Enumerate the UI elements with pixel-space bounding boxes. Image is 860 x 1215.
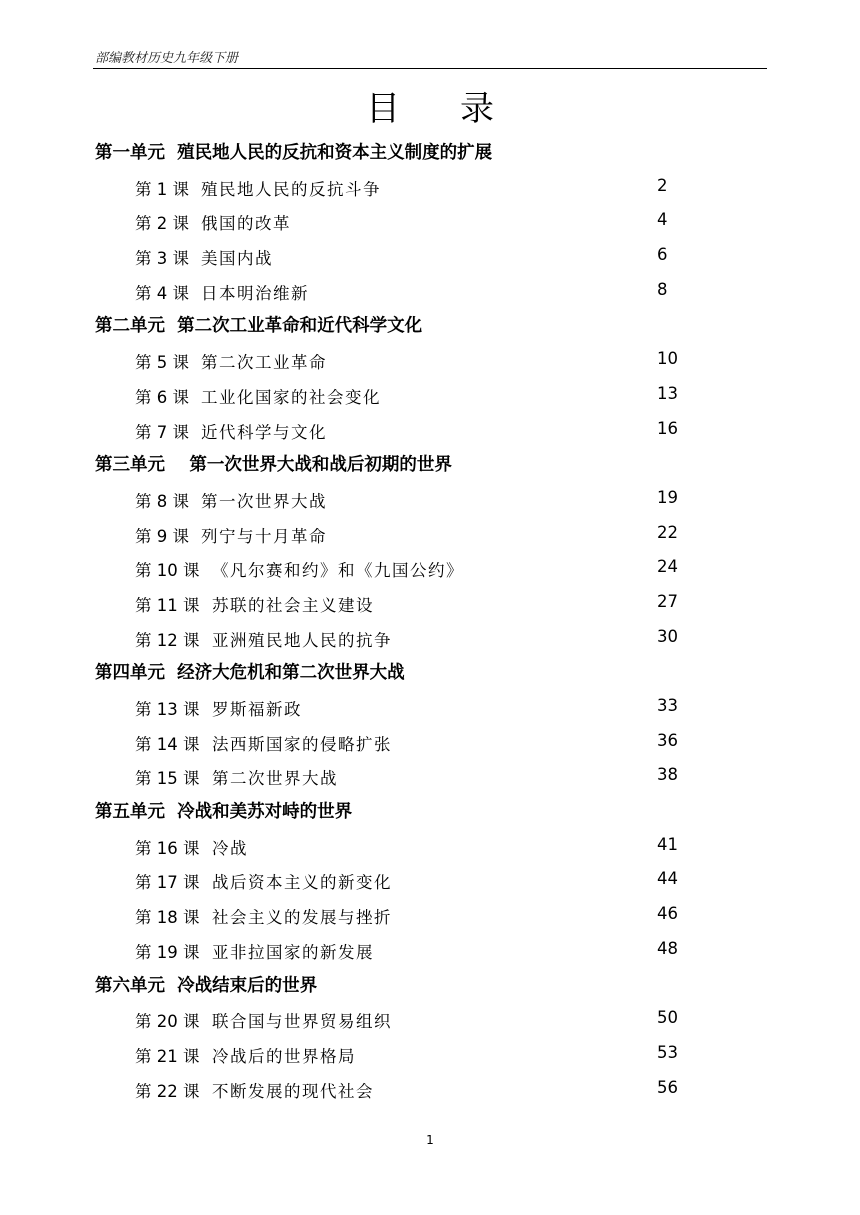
lesson-title: 社会主义的发展与挫折 xyxy=(212,908,392,928)
table-of-contents xyxy=(0,133,860,1104)
lesson-page-number: 41 xyxy=(657,834,678,854)
lesson-page-number: 19 xyxy=(657,487,678,507)
lesson-page-number: 6 xyxy=(657,245,668,265)
lesson-title: 第二次世界大战 xyxy=(212,769,338,789)
lesson-number: 第 11 课 xyxy=(135,595,200,615)
lesson-title: 工业化国家的社会变化 xyxy=(201,387,381,407)
toc-lesson-entry[interactable] xyxy=(0,827,860,862)
unit-title: 第五单元 冷战和美苏对峙的世界 xyxy=(95,802,353,823)
lesson-page-number: 8 xyxy=(657,279,668,299)
unit-title: 第四单元 经济大危机和第二次世界大战 xyxy=(95,663,405,684)
lesson-title: 法西斯国家的侵略扩张 xyxy=(212,734,392,754)
page-number: 1 xyxy=(426,1133,434,1147)
lesson-title: 第一次世界大战 xyxy=(201,491,327,511)
lesson-title: 不断发展的现代社会 xyxy=(212,1081,374,1101)
unit-heading[interactable] xyxy=(0,966,860,1001)
lesson-number: 第 16 课 xyxy=(135,838,200,858)
toc-lesson-entry[interactable] xyxy=(0,376,860,411)
lesson-page-number: 4 xyxy=(657,210,668,230)
toc-lesson-entry[interactable] xyxy=(0,931,860,966)
lesson-page-number: 13 xyxy=(657,383,678,403)
unit-heading[interactable] xyxy=(0,306,860,341)
lesson-title: 近代科学与文化 xyxy=(201,422,327,442)
toc-lesson-entry[interactable] xyxy=(0,584,860,619)
lesson-number: 第 22 课 xyxy=(135,1081,200,1101)
lesson-number: 第 20 课 xyxy=(135,1012,200,1032)
lesson-number: 第 7 课 xyxy=(135,422,189,442)
lesson-number: 第 2 课 xyxy=(135,214,189,234)
unit-title: 第六单元 冷战结束后的世界 xyxy=(95,975,318,996)
toc-lesson-entry[interactable] xyxy=(0,1070,860,1105)
lesson-number: 第 18 课 xyxy=(135,908,200,928)
toc-lesson-entry[interactable] xyxy=(0,411,860,446)
toc-lesson-entry[interactable] xyxy=(0,723,860,758)
unit-heading[interactable] xyxy=(0,792,860,827)
lesson-page-number: 53 xyxy=(657,1042,678,1062)
lesson-number: 第 15 课 xyxy=(135,769,200,789)
lesson-title: 冷战后的世界格局 xyxy=(212,1046,356,1066)
unit-heading[interactable] xyxy=(0,445,860,480)
toc-lesson-entry[interactable] xyxy=(0,341,860,376)
lesson-title: 苏联的社会主义建设 xyxy=(212,595,374,615)
lesson-number: 第 1 课 xyxy=(135,179,189,199)
lesson-title: 美国内战 xyxy=(201,249,273,269)
lesson-page-number: 16 xyxy=(657,418,678,438)
lesson-title: 俄国的改革 xyxy=(201,214,291,234)
lesson-number: 第 17 课 xyxy=(135,873,200,893)
unit-title: 第三单元 第一次世界大战和战后初期的世界 xyxy=(95,455,452,476)
lesson-page-number: 56 xyxy=(657,1077,678,1097)
lesson-page-number: 48 xyxy=(657,938,678,958)
toc-lesson-entry[interactable] xyxy=(0,1000,860,1035)
toc-lesson-entry[interactable] xyxy=(0,688,860,723)
lesson-page-number: 24 xyxy=(657,557,678,577)
toc-lesson-entry[interactable] xyxy=(0,237,860,272)
lesson-title: 战后资本主义的新变化 xyxy=(212,873,392,893)
lesson-number: 第 5 课 xyxy=(135,353,189,373)
lesson-page-number: 30 xyxy=(657,626,678,646)
toc-lesson-entry[interactable] xyxy=(0,757,860,792)
toc-lesson-entry[interactable] xyxy=(0,515,860,550)
running-header: 部编教材历史九年级下册 xyxy=(95,51,239,66)
toc-lesson-entry[interactable] xyxy=(0,202,860,237)
lesson-number: 第 13 课 xyxy=(135,700,200,719)
unit-heading[interactable] xyxy=(0,653,860,688)
lesson-number: 第 3 课 xyxy=(135,249,189,269)
lesson-title: 殖民地人民的反抗斗争 xyxy=(201,179,381,199)
toc-lesson-entry[interactable] xyxy=(0,272,860,307)
toc-lesson-entry[interactable] xyxy=(0,1035,860,1070)
lesson-number: 第 9 课 xyxy=(135,526,189,546)
lesson-page-number: 10 xyxy=(657,349,678,369)
lesson-title: 第二次工业革命 xyxy=(201,353,327,373)
lesson-number: 第 4 课 xyxy=(135,283,189,303)
lesson-number: 第 19 课 xyxy=(135,942,200,962)
lesson-title: 联合国与世界贸易组织 xyxy=(212,1012,392,1032)
lesson-page-number: 27 xyxy=(657,591,678,611)
lesson-title: 罗斯福新政 xyxy=(212,700,302,719)
lesson-number: 第 12 课 xyxy=(135,630,200,650)
unit-title: 第一单元 殖民地人民的反抗和资本主义制度的扩展 xyxy=(95,143,493,163)
toc-lesson-entry[interactable] xyxy=(0,861,860,896)
lesson-number: 第 6 课 xyxy=(135,387,189,407)
lesson-page-number: 2 xyxy=(657,175,668,195)
lesson-number: 第 8 课 xyxy=(135,491,189,511)
toc-lesson-entry[interactable] xyxy=(0,480,860,515)
lesson-page-number: 38 xyxy=(657,765,678,785)
unit-heading[interactable] xyxy=(0,133,860,168)
lesson-number: 第 10 课 xyxy=(135,561,200,581)
lesson-title: 亚洲殖民地人民的抗争 xyxy=(212,630,392,650)
lesson-title: 亚非拉国家的新发展 xyxy=(212,942,374,962)
lesson-title: 列宁与十月革命 xyxy=(201,526,327,546)
lesson-number: 第 21 课 xyxy=(135,1046,200,1066)
lesson-page-number: 46 xyxy=(657,904,678,924)
toc-lesson-entry[interactable] xyxy=(0,896,860,931)
header-divider xyxy=(93,68,767,69)
lesson-page-number: 33 xyxy=(657,696,678,715)
lesson-number: 第 14 课 xyxy=(135,734,200,754)
toc-lesson-entry[interactable] xyxy=(0,619,860,654)
lesson-page-number: 22 xyxy=(657,522,678,542)
lesson-title: 《凡尔赛和约》和《九国公约》 xyxy=(212,561,464,581)
lesson-title: 冷战 xyxy=(212,838,248,858)
lesson-page-number: 50 xyxy=(657,1008,678,1028)
page-title: 目录 xyxy=(366,89,554,129)
lesson-page-number: 36 xyxy=(657,730,678,750)
unit-title: 第二单元 第二次工业革命和近代科学文化 xyxy=(95,316,423,337)
lesson-title: 日本明治维新 xyxy=(201,283,309,303)
lesson-page-number: 44 xyxy=(657,869,678,889)
toc-lesson-entry[interactable] xyxy=(0,549,860,584)
toc-lesson-entry[interactable] xyxy=(0,168,860,203)
